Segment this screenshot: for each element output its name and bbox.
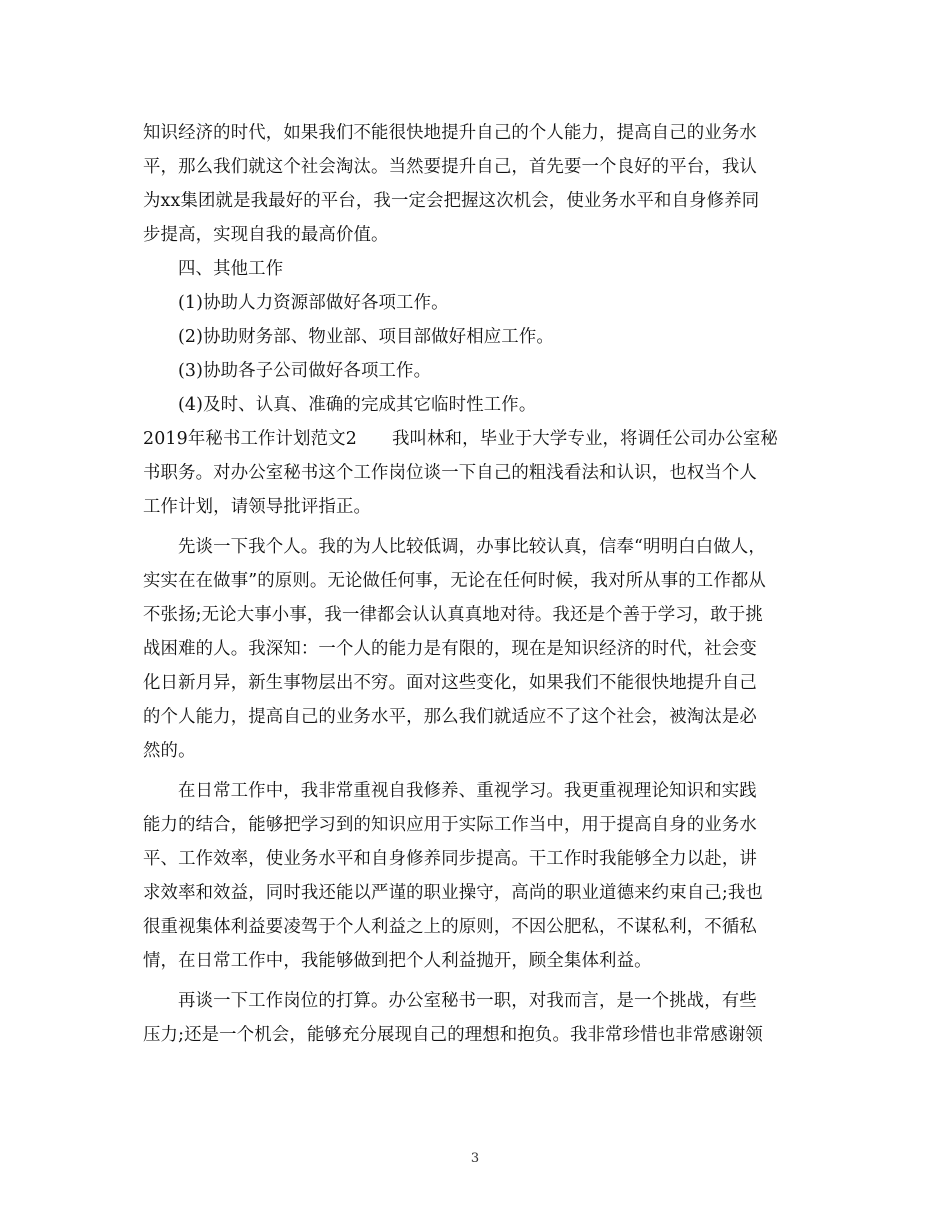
document-body <box>143 116 815 1052</box>
body-text-line: 平，那么我们就这个社会淘汰。当然要提升自己，首先要一个良好的平台，我认 <box>143 157 757 177</box>
body-text-line: 能力的结合，能够把学习到的知识应用于实际工作当中，用于提高自身的业务水 <box>143 815 757 835</box>
paragraph-first-line: 先谈一下我个人。我的为人比较低调，办事比较认真，信奉“明明白白做人， <box>178 537 766 557</box>
body-text-line: 步提高，实现自我的最高价值。 <box>143 225 389 245</box>
body-text-line: 求效率和效益，同时我还能以严谨的职业操守，高尚的职业道德来约束自己;我也 <box>143 883 763 903</box>
body-text-line: 战困难的人。我深知：一个人的能力是有限的，现在是知识经济的时代，社会变 <box>143 639 757 659</box>
body-text-line: 实实在在做事”的原则。无论做任何事，无论在任何时候，我对所从事的工作都从 <box>143 571 766 591</box>
list-item: (1)协助人力资源部做好各项工作。 <box>178 293 449 313</box>
paragraph-first-line: 在日常工作中，我非常重视自我修养、重视学习。我更重视理论知识和实践 <box>178 781 757 801</box>
body-text-line: 压力;还是一个机会，能够充分展现自己的理想和抱负。我非常珍惜也非常感谢领 <box>143 1025 763 1045</box>
body-text-line: 平、工作效率，使业务水平和自身修养同步提高。干工作时我能够全力以赴，讲 <box>143 849 757 869</box>
page-number: 3 <box>470 1151 480 1166</box>
list-item: (2)协助财务部、物业部、项目部做好相应工作。 <box>178 327 554 347</box>
list-item: (3)协助各子公司做好各项工作。 <box>178 361 432 381</box>
list-item: (4)及时、认真、准确的完成其它临时性工作。 <box>178 395 537 415</box>
body-text-line: 知识经济的时代，如果我们不能很快地提升自己的个人能力，提高自己的业务水 <box>143 123 757 143</box>
body-text-line: 工作计划，请领导批评指正。 <box>143 497 372 517</box>
body-text-line: 然的。 <box>143 741 196 761</box>
body-text-line: 化日新月异，新生事物层出不穷。面对这些变化，如果我们不能很快地提升自己 <box>143 673 757 693</box>
section-heading: 四、其他工作 <box>178 259 284 279</box>
article-title-line: 2019年秘书工作计划范文2 我叫林和，毕业于大学专业，将调任公司办公室秘 <box>143 429 778 449</box>
body-text-line: 的个人能力，提高自己的业务水平，那么我们就适应不了这个社会，被淘汰是必 <box>143 707 757 727</box>
body-text-line: 情，在日常工作中，我能够做到把个人利益抛开，顾全集体利益。 <box>143 951 652 971</box>
paragraph-first-line: 再谈一下工作岗位的打算。办公室秘书一职，对我而言，是一个挑战，有些 <box>178 991 757 1011</box>
body-text-line: 很重视集体利益要凌驾于个人利益之上的原则，不因公肥私，不谋私利，不循私 <box>143 917 757 937</box>
body-text-line: 为xx集团就是我最好的平台，我一定会把握这次机会，使业务水平和自身修养同 <box>143 191 760 211</box>
body-text-line: 书职务。对办公室秘书这个工作岗位谈一下自己的粗浅看法和认识，也权当个人 <box>143 463 757 483</box>
body-text-line: 不张扬;无论大事小事，我一律都会认认真真地对待。我还是个善于学习，敢于挑 <box>143 605 763 625</box>
